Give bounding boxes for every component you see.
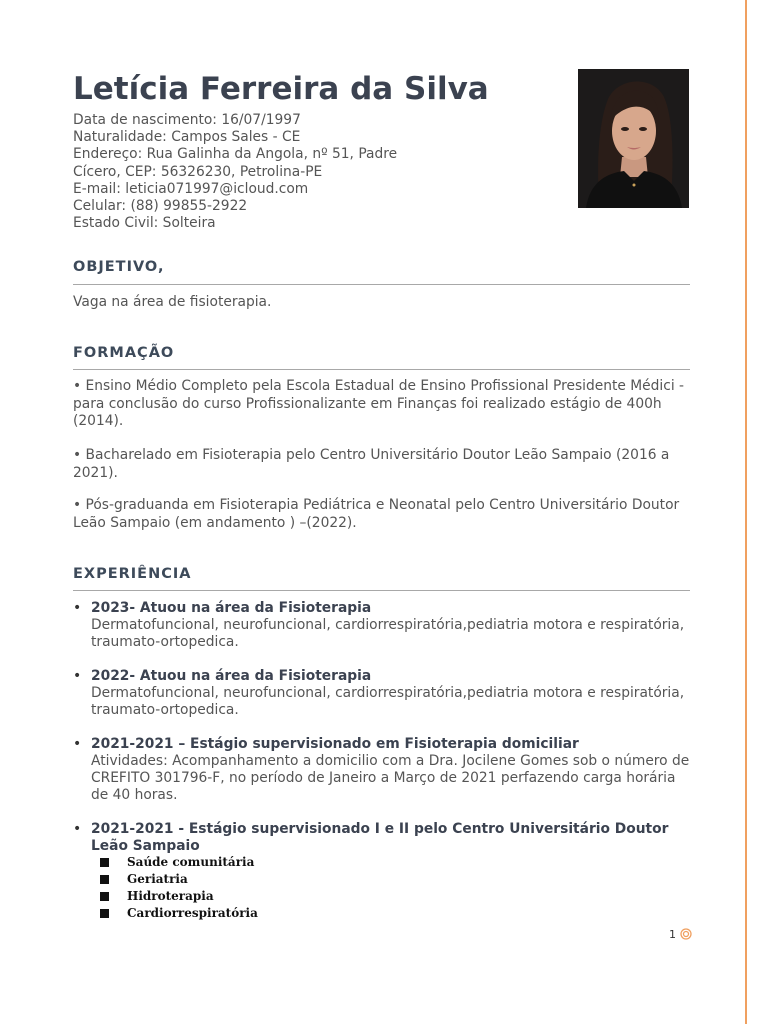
area-label: Geriatria <box>127 872 188 886</box>
birthplace: Naturalidade: Campos Sales - CE <box>73 129 301 146</box>
experience-rule <box>73 590 690 591</box>
education-item-bachelor: • Bacharelado em Fisioterapia pelo Centro Universitário Doutor Leão Sampaio (2016 a 2021). <box>73 447 670 481</box>
bullet: • <box>73 821 82 837</box>
list-item <box>100 854 258 871</box>
list-item <box>100 888 258 905</box>
list-item <box>73 600 693 651</box>
list-item <box>73 736 693 805</box>
birth-date: Data de nascimento: 16/07/1997 <box>73 112 301 128</box>
area-label: Saúde comunitária <box>127 855 255 869</box>
experience-title: 2021-2021 – Estágio supervisionado em Fisioterapia domiciliar <box>91 736 579 752</box>
list-item <box>73 821 693 855</box>
experience-title: 2022- Atuou na área da Fisioterapia <box>91 668 372 684</box>
experience-entry-home-internship <box>73 736 693 805</box>
education-heading: FORMAÇÃO <box>73 345 175 361</box>
area-label: Cardiorrespiratória <box>127 906 258 920</box>
internship-areas-list <box>100 854 258 922</box>
square-bullet-icon <box>100 909 109 918</box>
education-rule <box>73 369 690 370</box>
marital-status: Estado Civil: Solteira <box>73 215 216 232</box>
area-label: Hidroterapia <box>127 889 214 903</box>
education-item-postgrad: • Pós-graduanda em Fisioterapia Pediátrica e Neonatal pelo Centro Universitário Doutor Leão Sampaio (em andamento ) –(2022). <box>73 497 680 531</box>
profile-photo <box>578 69 689 208</box>
objective-rule <box>73 284 690 285</box>
experience-description: Atividades: Acompanhamento a domicilio com a Dra. Jocilene Gomes sob o número de CREFITO 301796-F, no período de Janeiro a Março de 2021 perfazendo carga horária de 40 horas. <box>91 753 690 804</box>
experience-entry-2023 <box>73 600 693 651</box>
square-bullet-icon <box>100 875 109 884</box>
objective-text: Vaga na área de fisioterapia. <box>73 294 272 310</box>
list-item <box>73 668 693 719</box>
list-item <box>100 871 258 888</box>
address-line-2: Cícero, CEP: 56326230, Petrolina-PE <box>73 163 323 180</box>
experience-title: 2021-2021 - Estágio supervisionado I e II pelo Centro Universitário Doutor Leão Sampaio <box>91 821 669 854</box>
candidate-name: Letícia Ferreira da Silva <box>73 71 489 107</box>
objective-heading: OBJETIVO, <box>73 259 165 275</box>
experience-entry-supervised-internship <box>73 821 693 855</box>
bullet: • <box>73 736 82 752</box>
square-bullet-icon <box>100 858 109 867</box>
page-number: 1 <box>669 928 676 941</box>
phone: Celular: (88) 99855-2922 <box>73 198 248 215</box>
education-item-high-school: • Ensino Médio Completo pela Escola Estadual de Ensino Profissional Presidente Médici - para conclusão do curso Profissionalizante em Finanças foi realizado estágio de 400h (2014). <box>73 378 685 429</box>
experience-title: 2023- Atuou na área da Fisioterapia <box>91 600 372 616</box>
email: E-mail: leticia071997@icloud.com <box>73 180 309 197</box>
square-bullet-icon <box>100 892 109 901</box>
page-edge-line <box>745 0 747 1024</box>
bullet: • <box>73 600 82 616</box>
experience-description: Dermatofuncional, neurofuncional, cardiorrespiratória,pediatria motora e respiratória, traumato-ortopedica. <box>91 685 685 719</box>
list-item <box>100 905 258 922</box>
page-ornament-icon <box>680 928 692 940</box>
experience-entry-2022 <box>73 668 693 719</box>
contact-header <box>73 70 553 232</box>
experience-heading: EXPERIÊNCIA <box>73 566 192 582</box>
bullet: • <box>73 668 82 684</box>
address-line-1: Endereço: Rua Galinha da Angola, nº 51, Padre <box>73 146 398 163</box>
experience-description: Dermatofuncional, neurofuncional, cardiorrespiratória,pediatria motora e respiratória, traumato-ortopedica. <box>91 617 685 651</box>
